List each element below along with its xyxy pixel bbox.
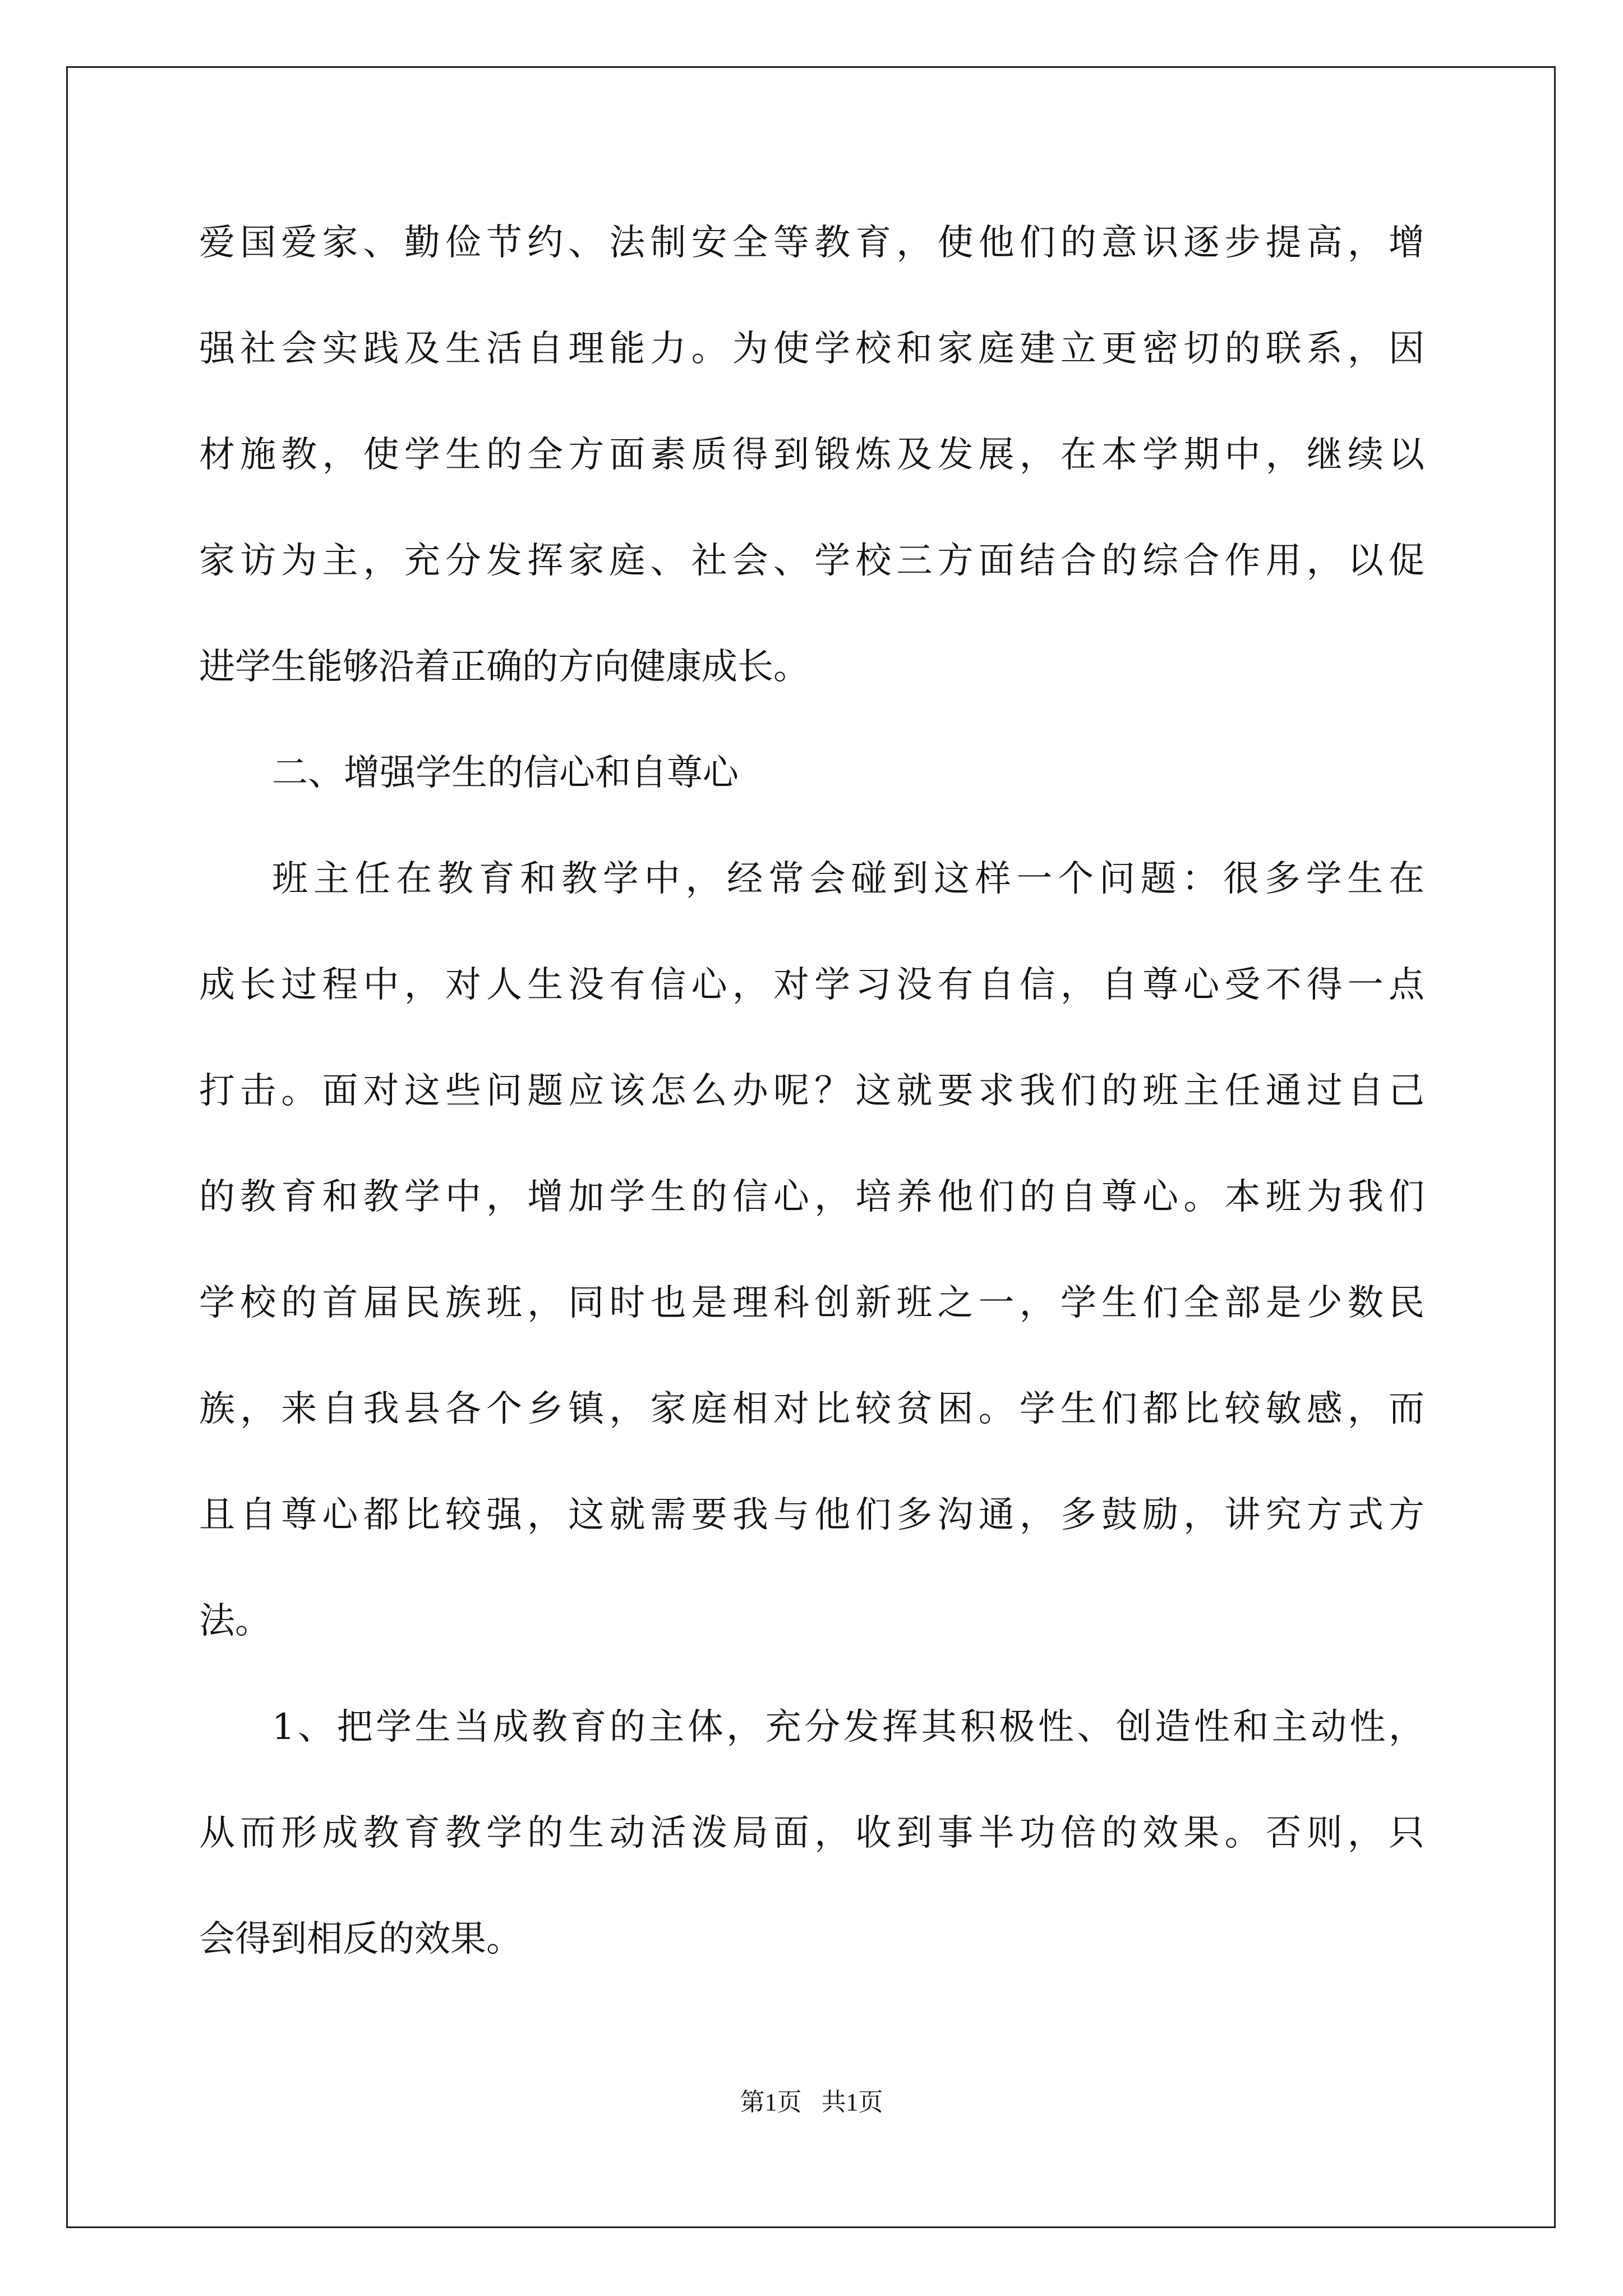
text-line: 进学生能够沿着正确的方向健康成长。 — [199, 646, 809, 688]
document-body — [199, 222, 1424, 2024]
text-line: 且自尊心都比较强，这就需要我与他们多沟通，多鼓励，讲究方式方 — [199, 1494, 1424, 1536]
text-line: 材施教，使学生的全方面素质得到锻炼及发展，在本学期中，继续以 — [199, 434, 1424, 476]
text-line: 强社会实践及生活自理能力。为使学校和家庭建立更密切的联系，因 — [199, 328, 1424, 370]
text-line: 学校的首届民族班，同时也是理科创新班之一，学生们全部是少数民 — [199, 1282, 1424, 1324]
text-line: 会得到相反的效果。 — [199, 1918, 522, 1960]
text-line: 班主任在教育和教学中，经常会碰到这样一个问题：很多学生在 — [272, 858, 1424, 900]
text-line: 爱国爱家、勤俭节约、法制安全等教育，使他们的意识逐步提高，增 — [199, 222, 1424, 264]
page-footer — [0, 2087, 1623, 2118]
page-number: 第1页 — [740, 2088, 802, 2116]
page-total: 共1页 — [821, 2088, 883, 2116]
text-line: 打击。面对这些问题应该怎么办呢？这就要求我们的班主任通过自己 — [199, 1070, 1424, 1112]
section-heading: 二、增强学生的信心和自尊心 — [272, 752, 739, 794]
text-line: 的教育和教学中，增加学生的信心，培养他们的自尊心。本班为我们 — [199, 1176, 1424, 1218]
text-line: 1、把学生当成教育的主体，充分发挥其积极性、创造性和主动性， — [272, 1706, 1424, 1748]
text-line: 家访为主，充分发挥家庭、社会、学校三方面结合的综合作用，以促 — [199, 540, 1424, 582]
text-line: 族，来自我县各个乡镇，家庭相对比较贫困。学生们都比较敏感，而 — [199, 1388, 1424, 1430]
text-line: 从而形成教育教学的生动活泼局面，收到事半功倍的效果。否则，只 — [199, 1812, 1424, 1854]
text-line: 法。 — [199, 1600, 271, 1642]
text-line: 成长过程中，对人生没有信心，对学习没有自信，自尊心受不得一点 — [199, 964, 1424, 1006]
